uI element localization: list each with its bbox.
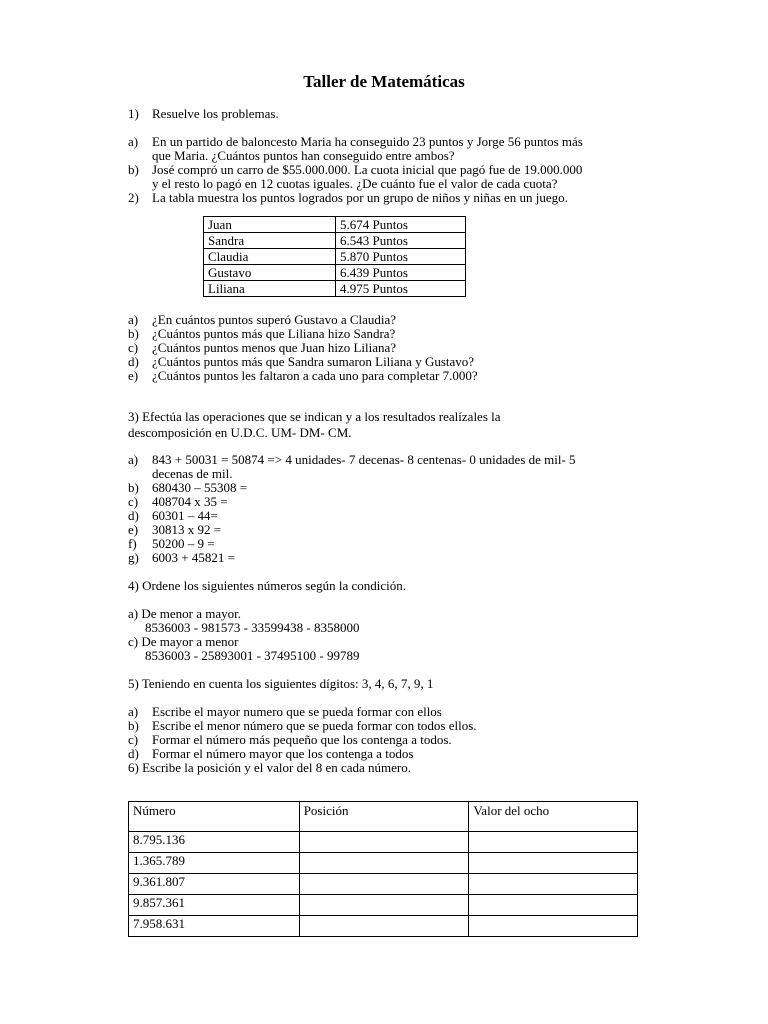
table-header-row [129,802,638,832]
q4-b-values: 8536003 - 25893001 - 37495100 - 99789 [145,648,360,663]
q4-heading: 4) Ordene los siguientes números según la condición. [128,578,406,593]
q4-a-values: 8536003 - 981573 - 33599438 - 8358000 [145,620,360,635]
q5-item-label: c) [128,732,139,747]
page-title: Taller de Matemáticas [303,72,465,91]
q5-item-text: Escribe el menor número que se pueda formar con todos ellos. [152,718,477,733]
value-cell[interactable] [469,895,638,916]
column-header-value: Valor del ocho [469,802,638,832]
q3-item-line2: decenas de mil. [152,466,233,481]
q3-item-label: c) [128,494,139,509]
player-points: 4.975 Puntos [336,281,466,297]
q2-question-label: b) [128,326,139,341]
q3-item-line1: 50200 – 9 = [152,536,215,551]
number-cell: 8.795.136 [129,832,300,853]
player-name: Gustavo [204,265,336,281]
q2-question-label: d) [128,354,139,369]
table-row [129,874,638,895]
number-cell: 7.958.631 [129,916,300,937]
q4-a-label: a) De menor a mayor. [128,606,241,621]
q3-item-label: g) [128,550,139,565]
position-cell[interactable] [299,874,469,895]
points-table [203,216,466,297]
q2-question-label: e) [128,368,139,383]
q2-question-text: ¿Cuántos puntos más que Liliana hizo Sandra? [152,326,396,341]
position-cell[interactable] [299,916,469,937]
q2-question-text: ¿Cuántos puntos les faltaron a cada uno para completar 7.000? [152,368,478,383]
number-cell: 9.361.807 [129,874,300,895]
q3-heading-line1: 3) Efectúa las operaciones que se indican y a los resultados realízales la [128,409,501,424]
q1-item-b-line1: José compró un carro de $55.000.000. La cuota inicial que pagó fue de 19.000.000 [152,162,583,177]
q5-item-text: Escribe el mayor numero que se pueda formar con ellos [152,704,442,719]
position-cell[interactable] [299,832,469,853]
value-cell[interactable] [469,916,638,937]
q1-item-b-line2: y el resto lo pagó en 12 cuotas iguales. ¿De cuánto fue el valor de cada cuota? [152,176,558,191]
number-cell: 9.857.361 [129,895,300,916]
player-points: 5.870 Puntos [336,249,466,265]
q2-question-label: a) [128,312,139,327]
q5-item-label: a) [128,704,139,719]
q5-item-text: Formar el número mayor que los contenga a todos [152,746,414,761]
q2-question-text: ¿Cuántos puntos menos que Juan hizo Liliana? [152,340,397,355]
q3-heading-line2: descomposición en U.D.C. UM- DM- CM. [128,425,352,440]
q3-item-label: a) [128,452,139,467]
player-points: 5.674 Puntos [336,217,466,233]
table-row [129,916,638,937]
q2-heading-num: 2) [128,190,139,205]
player-points: 6.439 Puntos [336,265,466,281]
position-cell[interactable] [299,895,469,916]
q1-heading-text: Resuelve los problemas. [152,106,279,121]
table-row [129,832,638,853]
q5-heading: 5) Teniendo en cuenta los siguientes dígitos: 3, 4, 6, 7, 9, 1 [128,676,434,691]
q5-item-text: Formar el número más pequeño que los contenga a todos. [152,732,452,747]
player-points: 6.543 Puntos [336,233,466,249]
q3-item-line1: 6003 + 45821 = [152,550,235,565]
table-row [204,233,466,249]
number-cell: 1.365.789 [129,853,300,874]
value-cell[interactable] [469,874,638,895]
q2-heading-text: La tabla muestra los puntos logrados por un grupo de niños y niñas en un juego. [152,190,568,205]
q2-question-text: ¿Cuántos puntos más que Sandra sumaron Liliana y Gustavo? [152,354,475,369]
q4-b-label: c) De mayor a menor [128,634,239,649]
table-row [204,265,466,281]
q3-item-label: d) [128,508,139,523]
q1-item-a-line2: que Maria. ¿Cuántos puntos han conseguido entre ambos? [152,148,455,163]
table-row [129,853,638,874]
position-value-table [128,801,638,937]
q1-item-a-line1: En un partido de baloncesto Maria ha conseguido 23 puntos y Jorge 56 puntos más [152,134,583,149]
position-cell[interactable] [299,853,469,874]
value-cell[interactable] [469,832,638,853]
table-row [129,895,638,916]
q3-item-line1: 408704 x 35 = [152,494,228,509]
q5-item-label: b) [128,718,139,733]
player-name: Juan [204,217,336,233]
q2-question-label: c) [128,340,139,355]
value-cell[interactable] [469,853,638,874]
q1-heading-num: 1) [128,106,139,121]
q3-item-line1: 680430 – 55308 = [152,480,248,495]
column-header-number: Número [129,802,300,832]
q1-item-a-label: a) [128,134,139,149]
q1-item-b-label: b) [128,162,139,177]
table-row [204,281,466,297]
q3-item-label: f) [128,536,137,551]
q3-item-line1: 60301 – 44= [152,508,218,523]
q3-item-label: e) [128,522,139,537]
q2-question-text: ¿En cuántos puntos superó Gustavo a Claudia? [152,312,397,327]
q5-item-label: d) [128,746,139,761]
player-name: Claudia [204,249,336,265]
q3-item-line1: 30813 x 92 = [152,522,222,537]
player-name: Sandra [204,233,336,249]
q3-item-line1: 843 + 50031 = 50874 => 4 unidades- 7 decenas- 8 centenas- 0 unidades de mil- 5 [152,452,576,467]
q6-heading: 6) Escribe la posición y el valor del 8 en cada número. [128,760,412,775]
q3-item-label: b) [128,480,139,495]
table-row [204,249,466,265]
table-row [204,217,466,233]
player-name: Liliana [204,281,336,297]
column-header-position: Posición [299,802,469,832]
